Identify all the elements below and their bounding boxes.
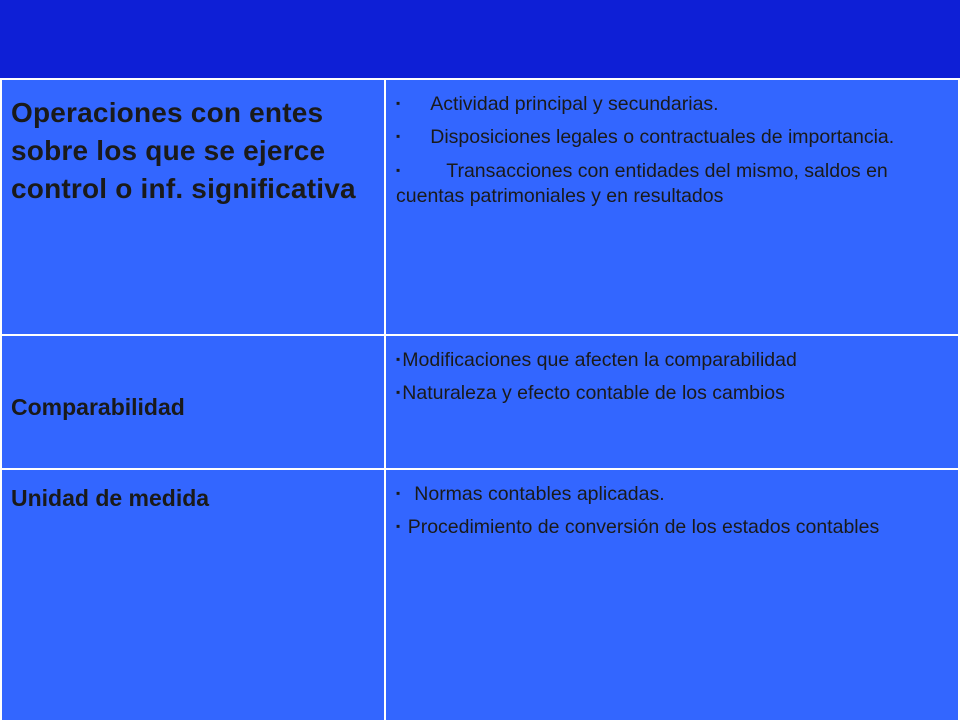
bullet-icon: ▪ — [396, 162, 401, 177]
bullet-icon: ▪ — [396, 129, 401, 144]
row-label-cell — [1, 335, 385, 469]
table-row — [1, 469, 959, 720]
list-item-text: Actividad principal y secundarias. — [430, 93, 719, 115]
bullet-icon: ▪ — [396, 486, 401, 500]
row-label: Comparabilidad — [11, 394, 185, 421]
list-item — [396, 92, 946, 117]
row-content-cell — [385, 335, 959, 469]
bullet-icon: ▪ — [396, 519, 401, 534]
row-content-cell — [385, 79, 959, 335]
list-item — [396, 381, 946, 406]
bullet-list — [396, 92, 946, 209]
list-item-text: Transacciones con entidades del mismo, saldos en cuentas patrimoniales y en resultados — [396, 159, 888, 208]
list-item — [396, 125, 946, 150]
bullet-list — [396, 482, 946, 541]
list-item — [396, 159, 946, 210]
bullet-list — [396, 348, 946, 407]
list-item-text: Naturaleza y efecto contable de los cambios — [402, 382, 785, 405]
list-item-text: Procedimiento de conversión de los estados contables — [407, 516, 880, 539]
list-item — [396, 348, 946, 373]
row-label: Operaciones con entes sobre los que se ejerce control o inf. significativa — [11, 97, 356, 205]
row-content-cell — [385, 469, 959, 720]
list-item — [396, 482, 946, 507]
bullet-icon: ▪ — [396, 385, 401, 400]
table-row — [1, 79, 959, 335]
bullet-icon: ▪ — [396, 96, 401, 110]
list-item-text: Modificaciones que afecten la comparabilidad — [402, 349, 797, 371]
row-label: Unidad de medida — [11, 485, 210, 511]
list-item — [396, 515, 946, 540]
table-row — [1, 335, 959, 469]
info-table — [0, 78, 960, 720]
row-label-cell — [1, 469, 385, 720]
list-item-text: Disposiciones legales o contractuales de importancia. — [430, 126, 895, 149]
row-label-cell — [1, 79, 385, 335]
list-item-text: Normas contables aplicadas. — [414, 483, 665, 505]
bullet-icon: ▪ — [396, 352, 401, 366]
